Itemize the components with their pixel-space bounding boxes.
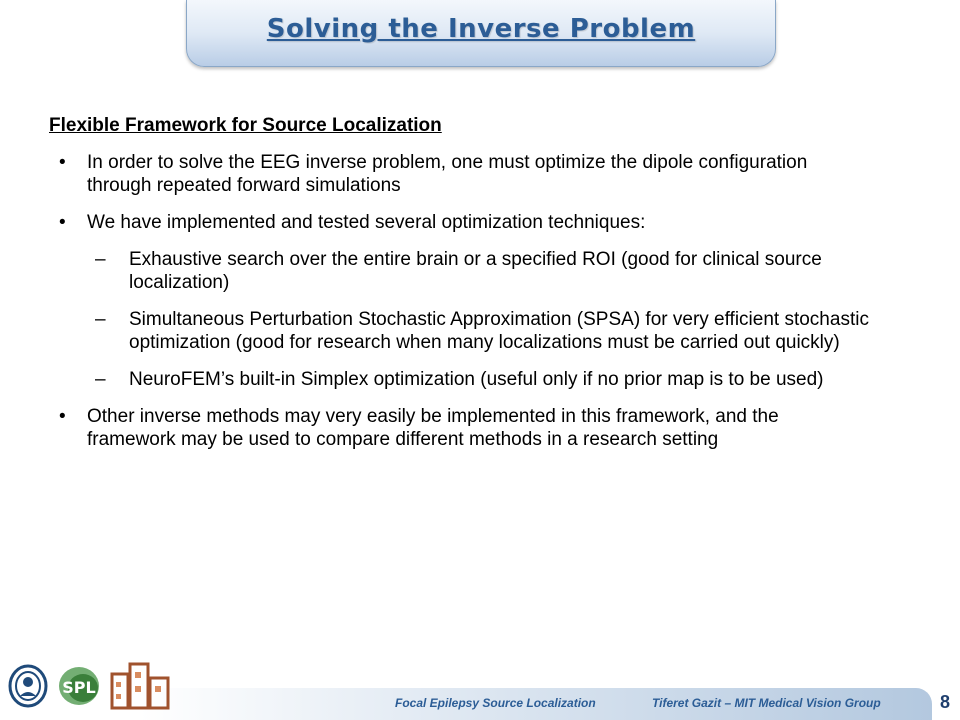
sub-bullet-text: NeuroFEM’s built-in Simplex optimization (useful only if no prior map is to be used) (129, 369, 824, 390)
sub-bullet-item (49, 368, 869, 391)
footer-presentation-title: Focal Epilepsy Source Localization (395, 696, 596, 710)
title-banner (186, 0, 776, 67)
bullet-text: Other inverse methods may very easily be implemented in this framework, and the framework may be used to compare different methods in a research setting (87, 406, 779, 450)
sub-bullet-text: Simultaneous Perturbation Stochastic Approximation (SPSA) for very efficient stochastic optimization (good for research when many localizations must be carried out quickly) (129, 309, 869, 353)
bullet-text: We have implemented and tested several optimization techniques: (87, 212, 646, 233)
dash-mark: – (95, 249, 106, 270)
section-subheading: Flexible Framework for Source Localization (49, 115, 442, 136)
slide-content (49, 114, 869, 465)
slide-title: Solving the Inverse Problem (266, 14, 696, 44)
bullet-item (49, 151, 869, 197)
dash-mark: – (95, 369, 106, 390)
spl-logo (56, 664, 102, 708)
medical-seal-logo (8, 664, 48, 708)
bullet-mark: • (59, 152, 66, 173)
bullet-mark: • (59, 212, 66, 233)
sub-bullet-text: Exhaustive search over the entire brain or a specified ROI (good for clinical source localization) (129, 249, 822, 293)
bullet-item (49, 211, 869, 234)
dash-mark: – (95, 309, 106, 330)
building-logo (108, 660, 174, 712)
bullet-mark: • (59, 406, 66, 427)
sub-bullet-item (49, 308, 869, 354)
bullet-text: In order to solve the EEG inverse problem, one must optimize the dipole configuration through repeated forward simulations (87, 152, 808, 196)
sub-bullet-item (49, 248, 869, 294)
page-number: 8 (939, 692, 950, 712)
spl-logo-text: SPL (62, 678, 96, 697)
footer-author: Tiferet Gazit – MIT Medical Vision Group (652, 696, 881, 710)
bullet-item (49, 405, 869, 451)
